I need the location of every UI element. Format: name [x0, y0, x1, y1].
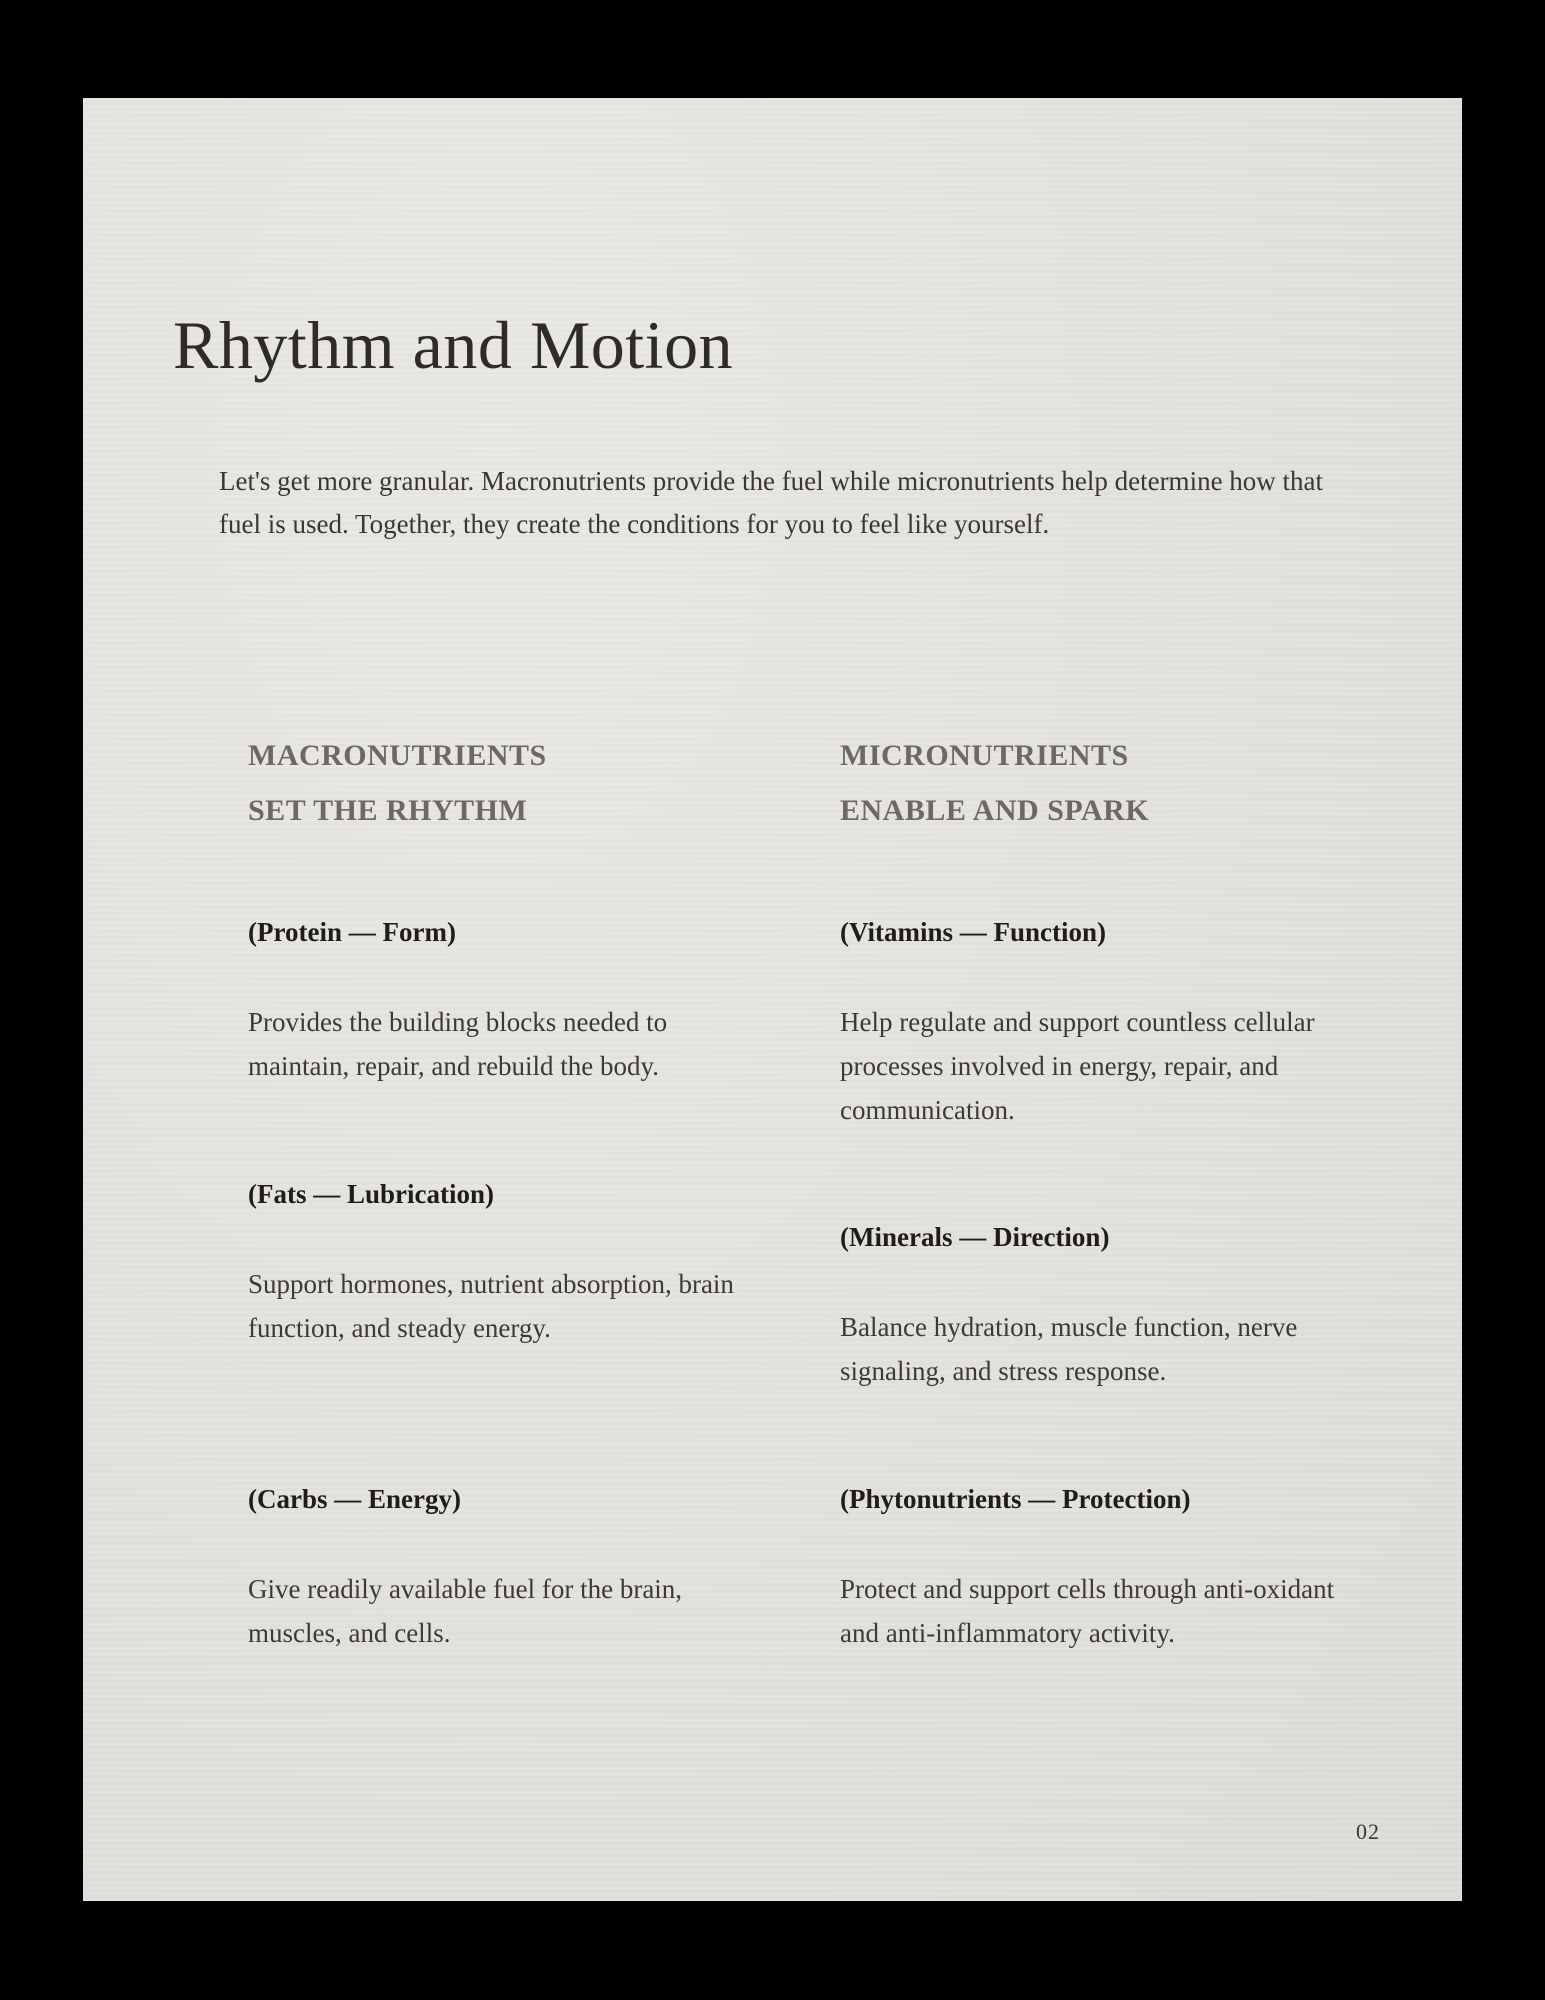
column-heading — [248, 728, 768, 838]
column-heading-line: MICRONUTRIENTS — [840, 739, 1129, 772]
nutrient-title: (Fats — Lubrication) — [248, 1179, 494, 1209]
nutrient-item-phytonutrients — [840, 1481, 1340, 1655]
page-number: 02 — [1356, 1819, 1380, 1844]
nutrient-description: Balance hydration, muscle function, nerve signaling, and stress response. — [840, 1312, 1298, 1386]
column-heading-line: ENABLE AND SPARK — [840, 794, 1150, 827]
nutrient-title: (Protein — Form) — [248, 917, 456, 947]
column-heading — [840, 728, 1360, 838]
nutrient-description: Protect and support cells through anti-oxidant and anti-inflammatory activity. — [840, 1574, 1335, 1648]
column-heading-line: SET THE RHYTHM — [248, 794, 528, 827]
nutrient-title: (Carbs — Energy) — [248, 1484, 461, 1514]
nutrient-description: Give readily available fuel for the brain, muscles, and cells. — [248, 1574, 683, 1648]
document-page — [83, 98, 1462, 1901]
nutrient-item-carbs — [248, 1481, 748, 1655]
micronutrients-column — [840, 728, 1360, 1648]
nutrient-item-protein — [248, 914, 748, 1088]
nutrient-description: Provides the building blocks needed to maintain, repair, and rebuild the body. — [248, 1007, 668, 1081]
nutrient-description: Help regulate and support countless cellular processes involved in energy, repair, and communication. — [840, 1007, 1315, 1125]
macronutrients-column — [248, 728, 768, 1648]
column-heading-line: MACRONUTRIENTS — [248, 739, 547, 772]
nutrient-title: (Minerals — Direction) — [840, 1222, 1110, 1252]
intro-paragraph: Let's get more granular. Macronutrients provide the fuel while micronutrients help determine how that fuel is used. Together, they create the conditions for you to feel like yourself. — [219, 466, 1324, 539]
nutrient-description: Support hormones, nutrient absorption, brain function, and steady energy. — [248, 1269, 734, 1343]
nutrient-item-fats — [248, 1176, 748, 1350]
nutrient-title: (Vitamins — Function) — [840, 917, 1107, 947]
nutrient-title: (Phytonutrients — Protection) — [840, 1484, 1191, 1514]
nutrient-item-minerals — [840, 1219, 1340, 1393]
nutrient-item-vitamins — [840, 914, 1340, 1132]
page-title: Rhythm and Motion — [173, 307, 734, 383]
